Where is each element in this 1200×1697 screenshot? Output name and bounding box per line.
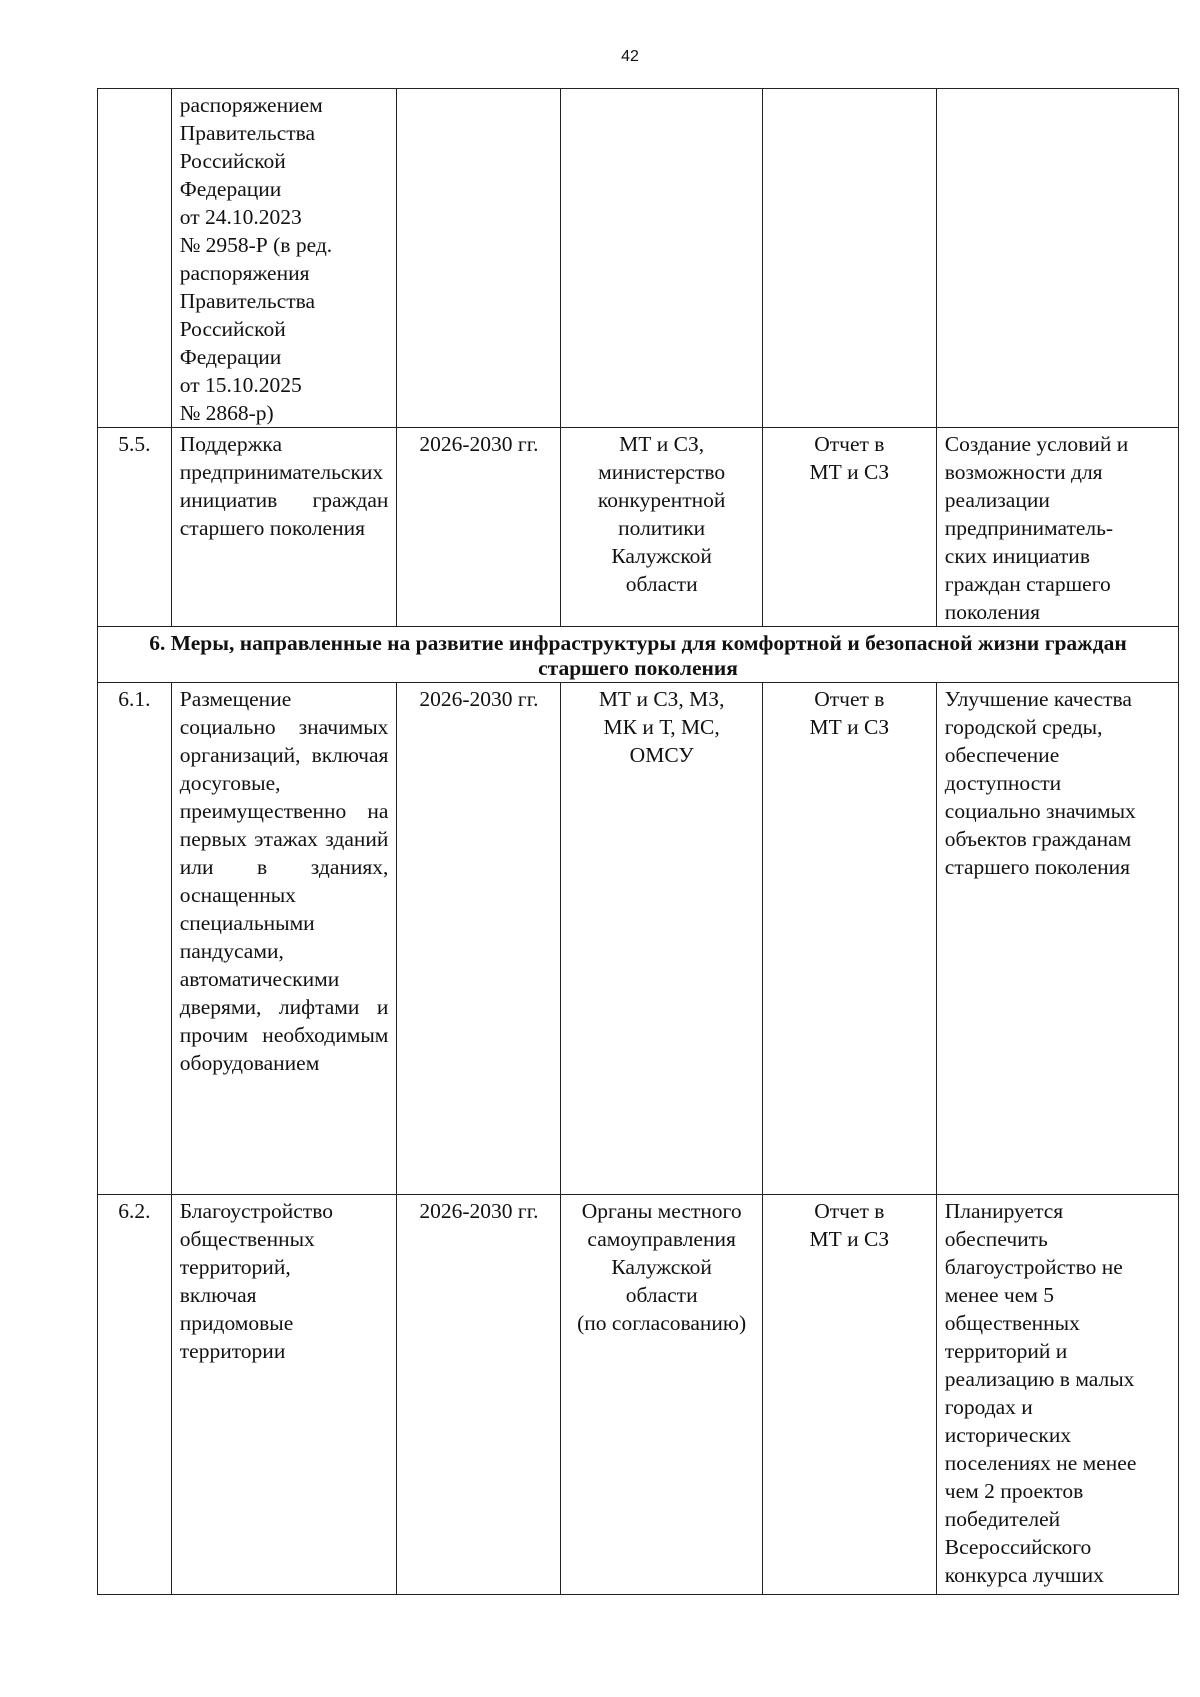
cell-report-form: Отчет в МТ и СЗ [762, 1195, 936, 1595]
cell-executor: МТ и СЗ, МЗ, МК и Т, МС, ОМСУ [561, 683, 762, 1195]
cell-report-form [762, 89, 936, 428]
cell-executor: Органы местного самоуправления Калужской области (по согласованию) [561, 1195, 762, 1595]
measures-table [97, 88, 1179, 1595]
cell-period: 2026-2030 гг. [397, 683, 561, 1195]
section-title: 6. Меры, направленные на развитие инфраструктуры для комфортной и безопасной жизни граждан старшего поколения [98, 627, 1179, 683]
cell-report-form: Отчет в МТ и СЗ [762, 683, 936, 1195]
cell-result: Улучшение качества городской среды, обеспечение доступности социально значимых объектов гражданам старшего поколения [936, 683, 1178, 1195]
cell-number: 5.5. [98, 428, 172, 627]
cell-result: Создание условий и возможности для реализации предприниматель- ских инициатив граждан старшего поколения [936, 428, 1178, 627]
cell-period: 2026-2030 гг. [397, 428, 561, 627]
cell-measure: Благоустройство общественных территорий, включая придомовые территории [171, 1195, 397, 1595]
cell-result: Планируется обеспечить благоустройство не менее чем 5 общественных территорий и реализацию в малых городах и исторических поселениях не менее чем 2 проектов победителей Всероссийского конкурса лучших [936, 1195, 1178, 1595]
table-row [98, 683, 1179, 1195]
cell-measure: распоряжением Правительства Российской Федерации от 24.10.2023 № 2958-Р (в ред. распоряжения Правительства Российской Федерации от 15.10.2025 № 2868-р) [171, 89, 397, 428]
section-header-row [98, 627, 1179, 683]
cell-period [397, 89, 561, 428]
cell-number: 6.1. [98, 683, 172, 1195]
cell-number: 6.2. [98, 1195, 172, 1595]
cell-number [98, 89, 172, 428]
cell-period: 2026-2030 гг. [397, 1195, 561, 1595]
table-row [98, 428, 1179, 627]
cell-executor [561, 89, 762, 428]
cell-measure: Размещение социально значимых организаций, включая досуговые, преимущественно на первых этажах зданий или в зданиях, оснащенных специальными пандусами, автоматическими дверями, лифтами и прочим необходимым оборудованием [171, 683, 397, 1195]
table-row [98, 1195, 1179, 1595]
cell-measure: Поддержка предпринимательских инициатив граждан старшего поколения [171, 428, 397, 627]
cell-result [936, 89, 1178, 428]
cell-executor: МТ и СЗ, министерство конкурентной политики Калужской области [561, 428, 762, 627]
cell-report-form: Отчет в МТ и СЗ [762, 428, 936, 627]
table-row [98, 89, 1179, 428]
page-number: 42 [621, 48, 639, 65]
